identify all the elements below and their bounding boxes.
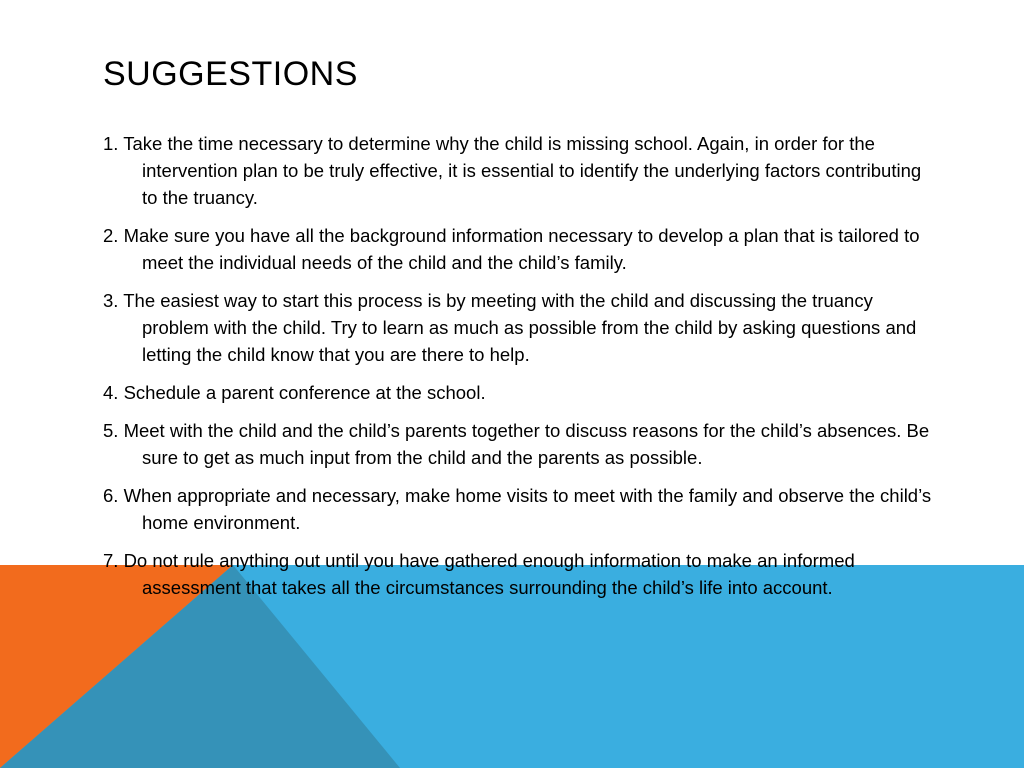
suggestions-list	[103, 130, 933, 612]
list-item: 5. Meet with the child and the child’s parents together to discuss reasons for the child’s absences. Be sure to get as much input from the child and the parents as possible.	[103, 420, 930, 468]
list-item: 2. Make sure you have all the background information necessary to develop a plan that is tailored to meet the individual needs of the child and the child’s family.	[103, 225, 920, 273]
slide-title: SUGGESTIONS	[103, 55, 358, 93]
list-item: 6. When appropriate and necessary, make home visits to meet with the family and observe the child’s home environment.	[103, 485, 932, 533]
list-item: 4. Schedule a parent conference at the school.	[103, 382, 486, 403]
list-item: 1. Take the time necessary to determine why the child is missing school. Again, in order for the intervention plan to be truly effective, it is essential to identify the underlying factors contributing to the truancy.	[103, 133, 922, 208]
list-item: 3. The easiest way to start this process is by meeting with the child and discussing the truancy problem with the child. Try to learn as much as possible from the child by asking questions and letting the child know that you are there to help.	[103, 290, 917, 365]
list-item: 7. Do not rule anything out until you have gathered enough information to make an informed assessment that takes all the circumstances surrounding the child’s life into account.	[103, 550, 855, 598]
